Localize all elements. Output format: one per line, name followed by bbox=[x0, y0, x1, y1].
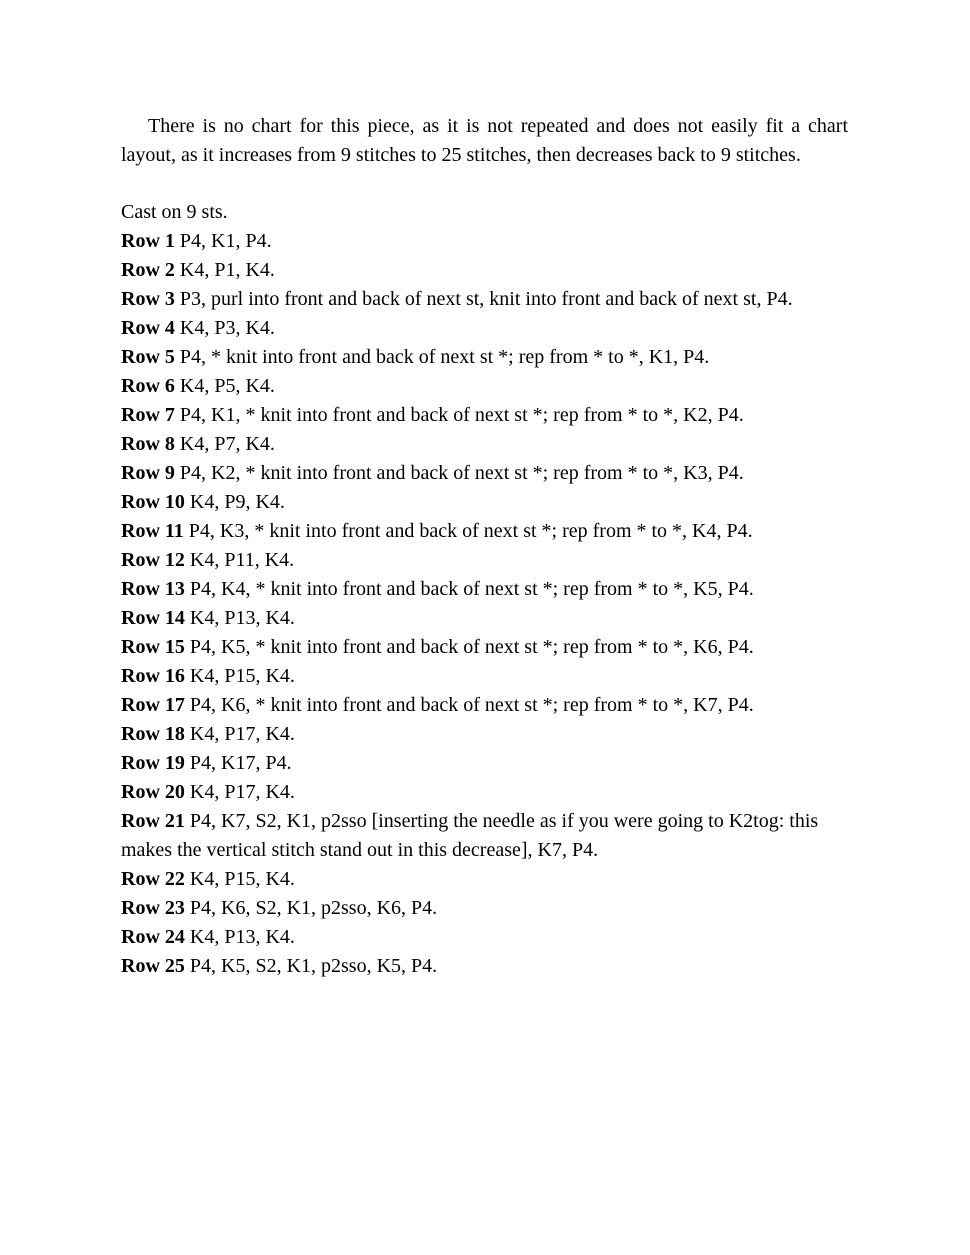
pattern-row bbox=[121, 662, 848, 691]
row-instructions: K4, P15, K4. bbox=[189, 868, 295, 890]
row-instructions: K4, P13, K4. bbox=[189, 607, 295, 629]
row-instructions: P4, * knit into front and back of next st *; rep from * to *, K1, P4. bbox=[179, 346, 710, 368]
pattern-row bbox=[121, 372, 848, 401]
intro-paragraph: There is no chart for this piece, as it is not repeated and does not easily fit a chart layout, as it increases from 9 stitches to 25 stitches, then decreases back to 9 stitches. bbox=[121, 115, 848, 166]
pattern-row bbox=[121, 401, 848, 430]
row-label: Row 22 bbox=[121, 868, 185, 890]
row-label: Row 9 bbox=[121, 462, 175, 484]
row-label: Row 23 bbox=[121, 897, 185, 919]
row-label: Row 20 bbox=[121, 781, 185, 803]
pattern-row bbox=[121, 227, 848, 256]
row-instructions: K4, P7, K4. bbox=[179, 433, 275, 455]
row-instructions: K4, P5, K4. bbox=[179, 375, 275, 397]
pattern-row bbox=[121, 575, 848, 604]
row-label: Row 7 bbox=[121, 404, 175, 426]
row-label: Row 1 bbox=[121, 230, 175, 252]
row-instructions: P4, K4, * knit into front and back of next st *; rep from * to *, K5, P4. bbox=[189, 578, 754, 600]
pattern-row bbox=[121, 923, 848, 952]
pattern-row bbox=[121, 285, 848, 314]
pattern-row bbox=[121, 314, 848, 343]
row-label: Row 19 bbox=[121, 752, 185, 774]
row-instructions: P4, K1, * knit into front and back of next st *; rep from * to *, K2, P4. bbox=[179, 404, 744, 426]
pattern-row bbox=[121, 459, 848, 488]
row-label: Row 15 bbox=[121, 636, 185, 658]
row-instructions: K4, P1, K4. bbox=[179, 259, 275, 281]
row-instructions: K4, P3, K4. bbox=[179, 317, 275, 339]
row-label: Row 12 bbox=[121, 549, 185, 571]
pattern-row bbox=[121, 604, 848, 633]
pattern-row bbox=[121, 256, 848, 285]
row-instructions: P4, K7, S2, K1, p2sso [inserting the needle as if you were going to K2tog: this makes the vertical stitch stand out in this decrease], K7, P4. bbox=[121, 810, 819, 861]
row-instructions: K4, P13, K4. bbox=[189, 926, 295, 948]
pattern-row bbox=[121, 430, 848, 459]
row-label: Row 10 bbox=[121, 491, 185, 513]
row-label: Row 3 bbox=[121, 288, 175, 310]
row-instructions: K4, P17, K4. bbox=[189, 781, 295, 803]
pattern-row bbox=[121, 894, 848, 923]
row-instructions: K4, P11, K4. bbox=[189, 549, 295, 571]
row-label: Row 24 bbox=[121, 926, 185, 948]
pattern-row bbox=[121, 546, 848, 575]
row-label: Row 13 bbox=[121, 578, 185, 600]
pattern-row bbox=[121, 633, 848, 662]
pattern-rows bbox=[121, 227, 848, 981]
pattern-row bbox=[121, 865, 848, 894]
row-instructions: P4, K5, S2, K1, p2sso, K5, P4. bbox=[189, 955, 438, 977]
row-label: Row 25 bbox=[121, 955, 185, 977]
row-label: Row 11 bbox=[121, 520, 184, 542]
pattern-row bbox=[121, 807, 848, 865]
row-instructions: P4, K2, * knit into front and back of next st *; rep from * to *, K3, P4. bbox=[179, 462, 744, 484]
pattern-row bbox=[121, 952, 848, 981]
row-label: Row 6 bbox=[121, 375, 175, 397]
pattern-row bbox=[121, 517, 848, 546]
row-label: Row 14 bbox=[121, 607, 185, 629]
cast-on-line: Cast on 9 sts. bbox=[121, 201, 228, 223]
pattern-row bbox=[121, 720, 848, 749]
row-label: Row 2 bbox=[121, 259, 175, 281]
pattern-row bbox=[121, 488, 848, 517]
row-label: Row 17 bbox=[121, 694, 185, 716]
row-instructions: P4, K6, * knit into front and back of next st *; rep from * to *, K7, P4. bbox=[189, 694, 754, 716]
row-instructions: P3, purl into front and back of next st, knit into front and back of next st, P4. bbox=[179, 288, 793, 310]
pattern-row bbox=[121, 691, 848, 720]
row-instructions: P4, K17, P4. bbox=[189, 752, 292, 774]
row-instructions: P4, K6, S2, K1, p2sso, K6, P4. bbox=[189, 897, 438, 919]
row-label: Row 16 bbox=[121, 665, 185, 687]
pattern-row bbox=[121, 343, 848, 372]
row-instructions: P4, K1, P4. bbox=[179, 230, 272, 252]
row-label: Row 5 bbox=[121, 346, 175, 368]
row-label: Row 8 bbox=[121, 433, 175, 455]
row-instructions: K4, P17, K4. bbox=[189, 723, 295, 745]
row-label: Row 4 bbox=[121, 317, 175, 339]
row-label: Row 21 bbox=[121, 810, 185, 832]
row-instructions: P4, K5, * knit into front and back of next st *; rep from * to *, K6, P4. bbox=[189, 636, 754, 658]
row-instructions: K4, P9, K4. bbox=[189, 491, 285, 513]
row-instructions: K4, P15, K4. bbox=[189, 665, 295, 687]
row-label: Row 18 bbox=[121, 723, 185, 745]
pattern-row bbox=[121, 749, 848, 778]
pattern-row bbox=[121, 778, 848, 807]
row-instructions: P4, K3, * knit into front and back of next st *; rep from * to *, K4, P4. bbox=[188, 520, 753, 542]
